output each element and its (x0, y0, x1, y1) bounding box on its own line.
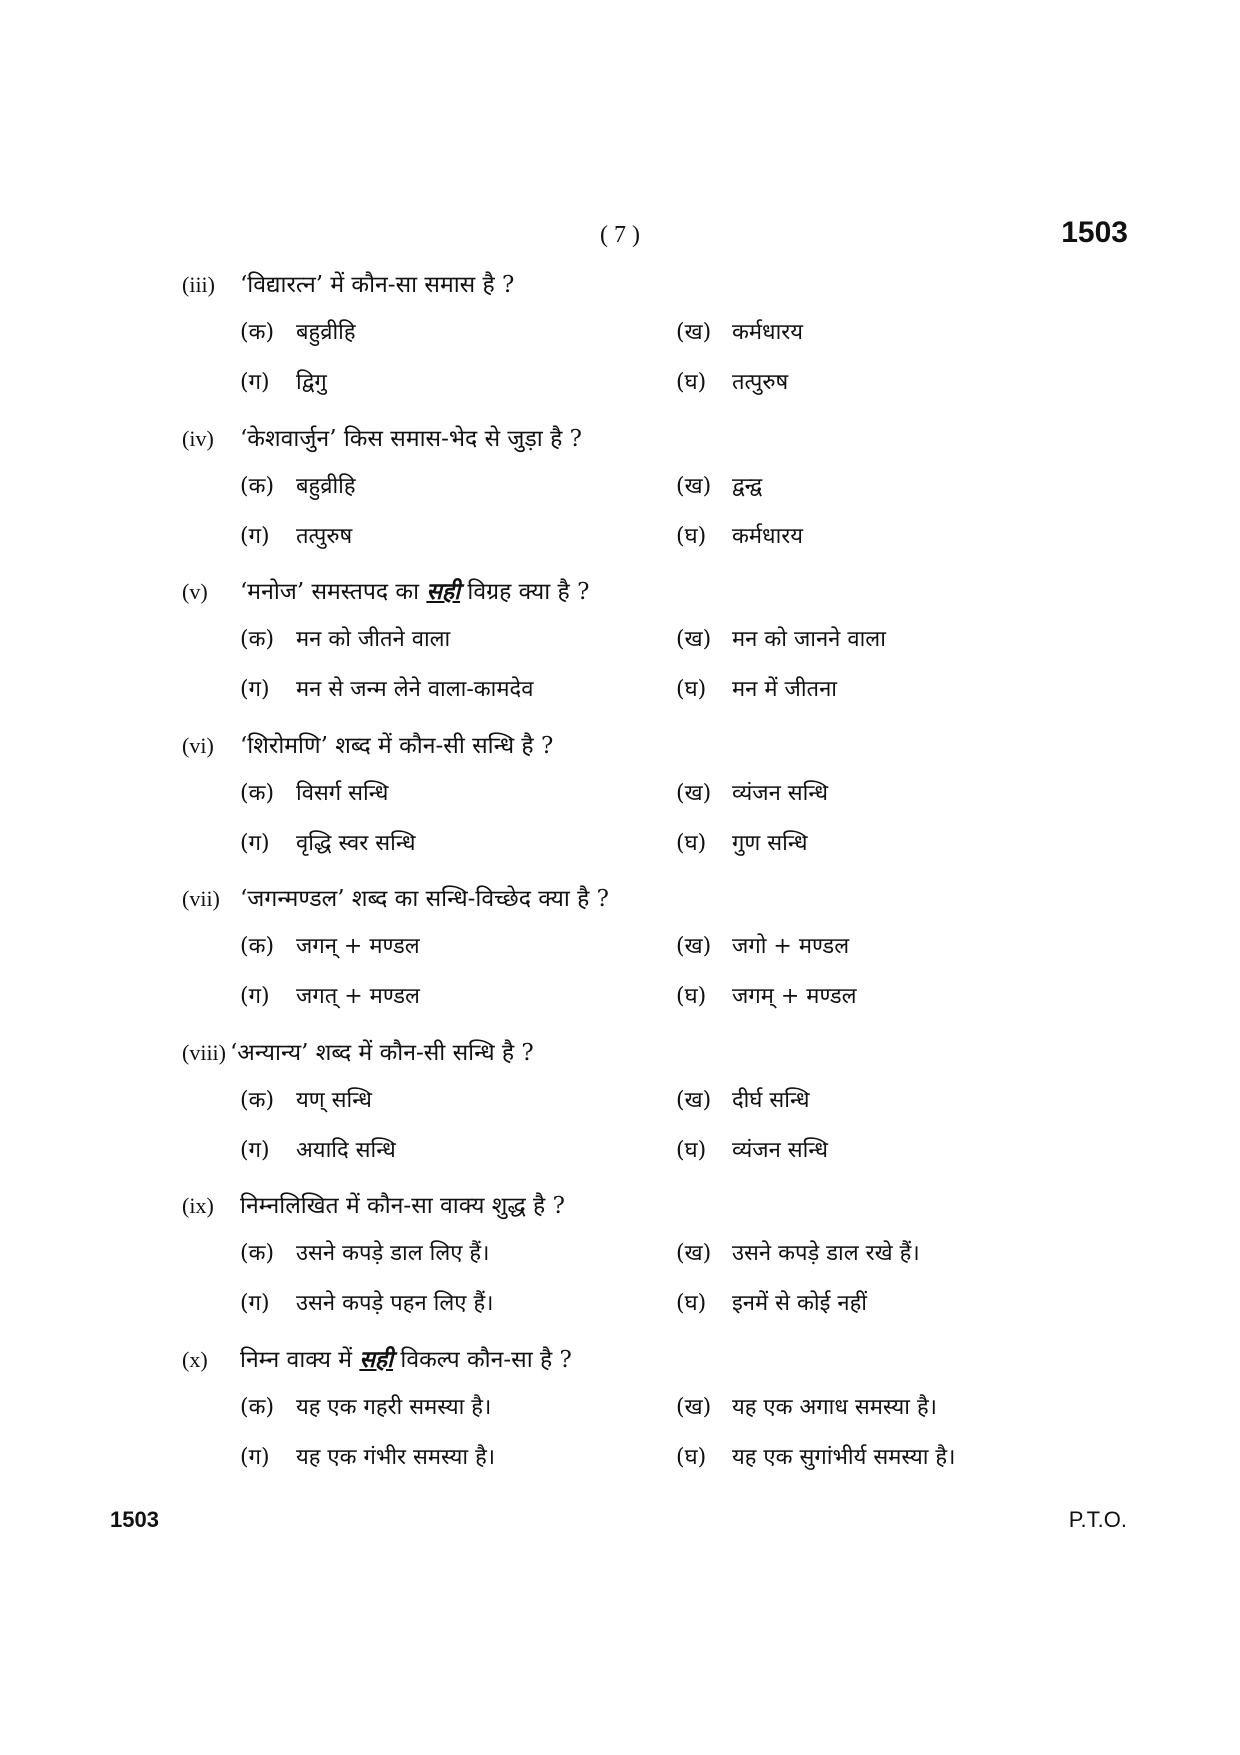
option-b (676, 623, 886, 657)
option-text: यण् सन्धि (296, 1087, 372, 1113)
option-c (240, 1441, 495, 1475)
option-text: इनमें से कोई नहीं (732, 1291, 868, 1316)
question-number: (v) (182, 579, 208, 604)
question-item (182, 422, 1082, 576)
question-text (182, 882, 609, 916)
option-a (240, 316, 356, 350)
option-label: (क) (240, 1241, 275, 1266)
option-a (240, 1391, 491, 1425)
option-label: (क) (240, 320, 275, 345)
option-text: गुण सन्धि (732, 830, 808, 856)
option-text: जगम् + मण्डल (732, 984, 857, 1009)
option-text: द्विगु (296, 370, 327, 395)
option-text: मन में जीतना (732, 677, 837, 702)
option-label: (घ) (676, 1137, 707, 1163)
question-text (182, 1189, 565, 1223)
option-c (240, 366, 327, 400)
option-text: बहुव्रीहि (296, 473, 356, 499)
option-label: (ग) (240, 1291, 270, 1316)
option-text: यह एक गंभीर समस्या है। (296, 1444, 496, 1470)
option-b (676, 777, 828, 811)
option-d (676, 673, 837, 707)
option-text: अयादि सन्धि (296, 1137, 396, 1163)
option-text: दीर्घ सन्धि (732, 1087, 810, 1113)
option-label: (ग) (240, 677, 270, 702)
question-number: (iv) (182, 425, 214, 451)
option-label: (ख) (676, 473, 712, 499)
question-item (182, 1189, 1082, 1343)
option-d (676, 1441, 955, 1475)
option-label: (क) (240, 1087, 275, 1113)
emphasis-word: सही (426, 578, 461, 605)
option-label: (ग) (240, 370, 270, 395)
question-text (182, 1343, 572, 1377)
question-number: (vi) (182, 732, 214, 758)
option-text: तत्पुरुष (732, 370, 789, 395)
option-label: (क) (240, 780, 275, 806)
option-label: (ग) (240, 984, 270, 1009)
option-text: व्यंजन सन्धि (732, 780, 829, 806)
option-d (676, 366, 788, 400)
option-label: (ग) (240, 1444, 270, 1470)
option-b (676, 1237, 920, 1271)
question-number: (x) (182, 1346, 208, 1372)
option-label: (क) (240, 627, 275, 652)
pto-label: P.T.O. (1068, 1507, 1127, 1532)
question-stem: ‘शिरोमणि’ शब्द में कौन-सी सन्धि है ? (240, 732, 554, 759)
option-label: (क) (240, 473, 275, 499)
option-text: उसने कपड़े डाल लिए हैं। (296, 1241, 490, 1266)
question-item (182, 575, 1082, 729)
option-text: उसने कपड़े पहन लिए हैं। (296, 1291, 494, 1316)
option-label: (घ) (676, 523, 707, 549)
option-label: (ख) (676, 1087, 712, 1113)
question-item (182, 882, 1082, 1036)
question-list (182, 268, 1082, 1496)
option-a (240, 1237, 489, 1271)
question-text (182, 422, 582, 456)
option-label: (ख) (676, 780, 712, 806)
option-text: तत्पुरुष (296, 523, 353, 549)
question-item (182, 1036, 1082, 1190)
question-number: (viii) (182, 1039, 226, 1065)
option-text: द्वन्द्व (732, 473, 763, 499)
question-item (182, 1343, 1082, 1497)
option-c (240, 520, 352, 554)
option-label: (घ) (676, 830, 707, 856)
option-label: (ख) (676, 320, 712, 345)
option-d (676, 1287, 867, 1321)
emphasis-word: सही (359, 1345, 394, 1373)
option-text: यह एक सुगांभीर्य समस्या है। (732, 1444, 956, 1470)
option-label: (ग) (240, 830, 270, 856)
option-b (676, 930, 849, 964)
question-item (182, 729, 1082, 883)
option-c (240, 673, 533, 707)
paper-code-footer: 1503 (110, 1507, 159, 1532)
option-label: (ख) (676, 934, 712, 959)
question-text (182, 729, 553, 763)
option-d (676, 1134, 828, 1168)
option-a (240, 623, 450, 657)
option-label: (क) (240, 1394, 275, 1420)
option-label: (ख) (676, 1394, 712, 1420)
option-text: जगन् + मण्डल (296, 934, 420, 959)
question-stem: ‘मनोज’ समस्तपद का (240, 579, 427, 605)
option-text: यह एक गहरी समस्या है। (296, 1394, 492, 1420)
option-c (240, 1134, 396, 1168)
option-label: (घ) (676, 984, 707, 1009)
paper-code-header: 1503 (1061, 216, 1128, 249)
option-label: (ख) (676, 627, 712, 652)
option-text: जगो + मण्डल (732, 934, 850, 959)
option-b (676, 1391, 937, 1425)
option-label: (ग) (240, 523, 270, 549)
option-a (240, 470, 356, 504)
option-b (676, 1084, 810, 1118)
option-text: कर्मधारय (732, 320, 804, 345)
question-stem-end: विकल्प कौन-सा है ? (393, 1346, 572, 1373)
option-label: (घ) (676, 677, 707, 702)
option-label: (ख) (676, 1241, 712, 1266)
question-stem-end: विग्रह क्या है ? (460, 579, 590, 605)
option-text: जगत् + मण्डल (296, 984, 420, 1009)
question-stem: निम्नलिखित में कौन-सा वाक्य शुद्ध है ? (240, 1193, 565, 1219)
option-text: यह एक अगाध समस्या है। (732, 1394, 937, 1420)
option-text: व्यंजन सन्धि (732, 1137, 829, 1163)
question-stem: ‘केशवार्जुन’ किस समास-भेद से जुड़ा है ? (240, 425, 582, 452)
question-number: (ix) (182, 1193, 214, 1218)
option-c (240, 980, 420, 1014)
option-label: (ग) (240, 1137, 270, 1163)
question-number: (vii) (182, 886, 220, 911)
option-text: मन से जन्म लेने वाला-कामदेव (296, 677, 534, 702)
option-a (240, 1084, 372, 1118)
question-number: (iii) (182, 272, 215, 297)
question-stem: ‘जगन्मण्डल’ शब्द का सन्धि-विच्छेद क्या है ? (240, 886, 610, 912)
option-c (240, 827, 415, 861)
option-b (676, 470, 762, 504)
question-stem: ‘विद्यारत्न’ में कौन-सा समास है ? (240, 272, 515, 298)
option-text: कर्मधारय (732, 523, 804, 549)
option-d (676, 980, 857, 1014)
option-b (676, 316, 803, 350)
option-label: (घ) (676, 370, 707, 395)
question-stem: निम्न वाक्य में (240, 1346, 360, 1373)
question-stem: ‘अन्यान्य’ शब्द में कौन-सी सन्धि है ? (230, 1039, 534, 1066)
option-label: (क) (240, 934, 275, 959)
option-text: बहुव्रीहि (296, 320, 356, 345)
option-c (240, 1287, 493, 1321)
option-text: उसने कपड़े डाल रखे हैं। (732, 1241, 920, 1266)
option-d (676, 827, 807, 861)
question-text (182, 268, 514, 302)
question-text (182, 575, 589, 609)
option-text: मन को जीतने वाला (296, 627, 451, 652)
option-text: विसर्ग सन्धि (296, 780, 389, 806)
option-label: (घ) (676, 1444, 707, 1470)
option-d (676, 520, 803, 554)
question-item (182, 268, 1082, 422)
option-a (240, 777, 388, 811)
option-label: (घ) (676, 1291, 707, 1316)
question-text (182, 1036, 534, 1070)
page-number: ( 7 ) (600, 222, 640, 248)
option-text: मन को जानने वाला (732, 627, 886, 652)
option-text: वृद्धि स्वर सन्धि (296, 830, 416, 856)
option-a (240, 930, 420, 964)
